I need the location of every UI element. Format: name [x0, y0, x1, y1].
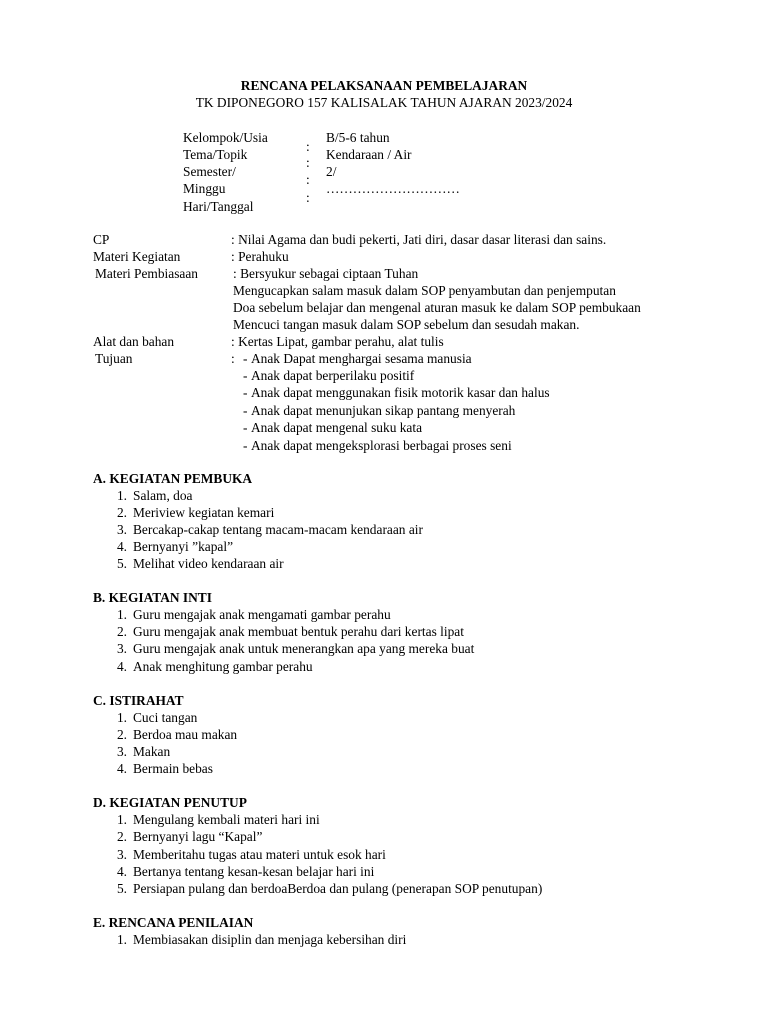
- identity-colon: :: [306, 155, 310, 170]
- identity-label-hari: Hari/Tanggal: [183, 199, 254, 214]
- identity-colon: :: [306, 190, 310, 205]
- section-heading: D. KEGIATAN PENUTUP: [93, 795, 247, 810]
- list-item: 4. Bermain bebas: [116, 761, 213, 776]
- list-item: 3. Bercakap-cakap tentang macam-macam kendaraan air: [116, 522, 423, 537]
- identity-label-minggu: Minggu: [183, 181, 226, 196]
- list-item: 4. Bernyanyi ”kapal”: [116, 539, 234, 554]
- materi-kegiatan-value: : Perahuku: [231, 249, 289, 264]
- list-item: 5. Persiapan pulang dan berdoaBerdoa dan pulang (penerapan SOP penutupan): [116, 881, 543, 896]
- tujuan-label: Tujuan: [95, 351, 133, 366]
- list-item: 3. Guru mengajak anak untuk menerangkan apa yang mereka buat: [116, 641, 475, 656]
- identity-colon: :: [306, 172, 310, 187]
- cp-label: CP: [93, 232, 110, 247]
- tujuan-item: - Anak dapat berperilaku positif: [243, 368, 415, 383]
- section-heading: E. RENCANA PENILAIAN: [93, 915, 254, 930]
- identity-label-semester: Semester/: [183, 164, 236, 179]
- list-item: 4. Anak menghitung gambar perahu: [116, 659, 313, 674]
- list-item: 2. Bernyanyi lagu “Kapal”: [116, 829, 263, 844]
- materi-kegiatan-label: Materi Kegiatan: [93, 249, 181, 264]
- identity-label-tema: Tema/Topik: [183, 147, 248, 162]
- identity-value-semester: 2/: [326, 164, 337, 179]
- list-item: 1. Salam, doa: [116, 488, 193, 503]
- list-item: 1. Membiasakan disiplin dan menjaga kebersihan diri: [116, 932, 407, 947]
- alat-label: Alat dan bahan: [93, 334, 175, 349]
- section-heading: B. KEGIATAN INTI: [93, 590, 212, 605]
- materi-pembiasaan-line: : Bersyukur sebagai ciptaan Tuhan: [233, 266, 419, 281]
- materi-pembiasaan-label: Materi Pembiasaan: [95, 266, 198, 281]
- document-title: RENCANA PELAKSANAAN PEMBELAJARAN: [240, 78, 528, 93]
- list-item: 2. Guru mengajak anak membuat bentuk perahu dari kertas lipat: [116, 624, 464, 639]
- tujuan-colon: :: [231, 351, 235, 366]
- tujuan-item: - Anak dapat menunjukan sikap pantang menyerah: [243, 403, 516, 418]
- list-item: 4. Bertanya tentang kesan-kesan belajar hari ini: [116, 864, 375, 879]
- document-subtitle: TK DIPONEGORO 157 KALISALAK TAHUN AJARAN 2023/2024: [195, 95, 573, 110]
- section-heading: C. ISTIRAHAT: [93, 693, 184, 708]
- list-item: 5. Melihat video kendaraan air: [116, 556, 284, 571]
- alat-value: : Kertas Lipat, gambar perahu, alat tulis: [231, 334, 444, 349]
- materi-pembiasaan-line: Doa sebelum belajar dan mengenal aturan masuk ke dalam SOP pembukaan: [233, 300, 641, 315]
- list-item: 1. Guru mengajak anak mengamati gambar perahu: [116, 607, 391, 622]
- identity-value-minggu: …………………………: [326, 181, 460, 196]
- list-item: 2. Berdoa mau makan: [116, 727, 238, 742]
- identity-value-tema: Kendaraan / Air: [326, 147, 412, 162]
- identity-value-kelompok: B/5-6 tahun: [326, 130, 390, 145]
- list-item: 3. Makan: [116, 744, 171, 759]
- tujuan-item: - Anak dapat mengenal suku kata: [243, 420, 423, 435]
- list-item: 1. Cuci tangan: [116, 710, 198, 725]
- section-heading: A. KEGIATAN PEMBUKA: [93, 471, 253, 486]
- materi-pembiasaan-line: Mengucapkan salam masuk dalam SOP penyambutan dan penjemputan: [233, 283, 616, 298]
- list-item: 2. Meriview kegiatan kemari: [116, 505, 275, 520]
- tujuan-item: - Anak dapat menggunakan fisik motorik kasar dan halus: [243, 385, 550, 400]
- materi-pembiasaan-line: Mencuci tangan masuk dalam SOP sebelum dan sesudah makan.: [233, 317, 580, 332]
- list-item: 3. Memberitahu tugas atau materi untuk esok hari: [116, 847, 386, 862]
- cp-value: : Nilai Agama dan budi pekerti, Jati diri, dasar dasar literasi dan sains.: [231, 232, 607, 247]
- tujuan-item: - Anak dapat mengeksplorasi berbagai proses seni: [243, 438, 512, 453]
- tujuan-item: - Anak Dapat menghargai sesama manusia: [243, 351, 472, 366]
- list-item: 1. Mengulang kembali materi hari ini: [116, 812, 320, 827]
- identity-label-kelompok: Kelompok/Usia: [183, 130, 268, 145]
- identity-colon: :: [306, 139, 310, 154]
